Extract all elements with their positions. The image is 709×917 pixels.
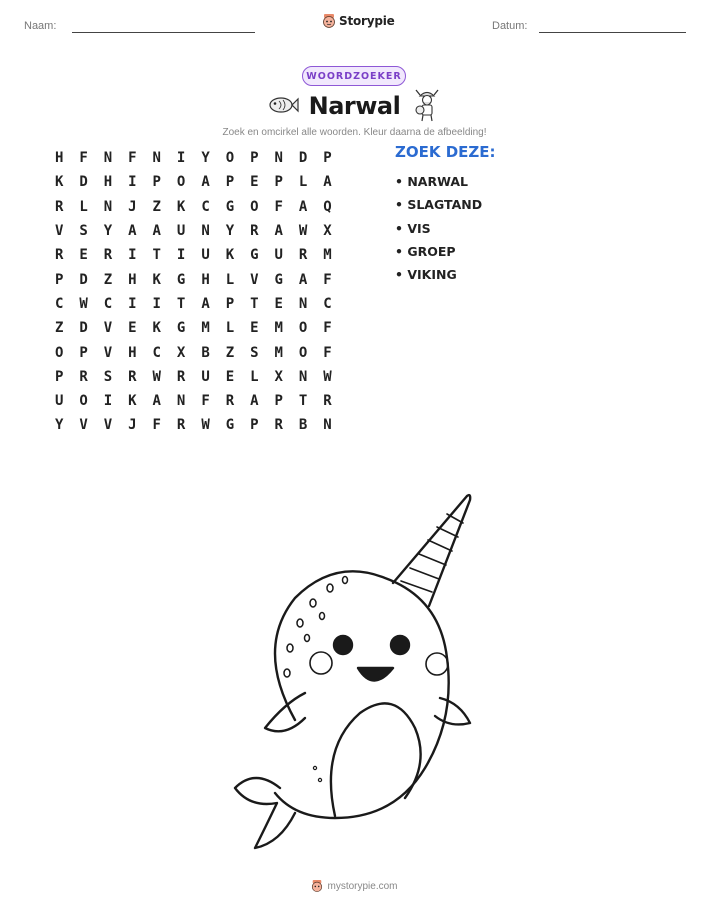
grid-letter[interactable]: R [225,393,235,410]
grid-letter[interactable]: U [176,223,186,240]
grid-letter[interactable]: R [79,368,88,385]
grid-letter[interactable]: C [103,295,113,312]
grid-letter[interactable]: F [201,393,210,410]
word-item: • NARWAL [395,174,468,189]
name-line[interactable] [72,32,255,33]
grid-letter[interactable]: M [201,320,210,337]
grid-letter[interactable]: W [201,417,210,434]
grid-letter[interactable]: J [128,198,137,215]
grid-letter[interactable]: S [103,368,113,385]
grid-letter[interactable]: Z [152,198,161,215]
grid-letter[interactable]: R [54,247,64,264]
grid-letter[interactable]: A [201,295,210,312]
grid-letter[interactable]: E [274,295,283,312]
grid-letter[interactable]: V [79,417,88,434]
date-line[interactable] [539,32,686,33]
instructions: Zoek en omcirkel alle woorden. Kleur daarna de afbeelding! [222,127,487,138]
grid-letter[interactable]: R [250,223,259,240]
grid-letter[interactable]: R [176,368,186,385]
grid-letter[interactable]: R [54,198,64,215]
grid-letter[interactable]: V [103,344,113,361]
grid-letter[interactable]: P [250,150,259,167]
grid-letter[interactable]: N [176,393,186,410]
grid-letter[interactable]: R [176,417,186,434]
page-title: Narwal [308,92,401,120]
brand-name: Storypie [339,14,395,28]
grid-letter[interactable]: P [225,295,235,312]
grid-letter[interactable]: A [274,223,283,240]
grid-letter[interactable]: P [225,174,235,191]
grid-letter[interactable]: O [298,320,308,337]
grid-letter[interactable]: C [201,198,210,215]
grid-letter[interactable]: D [79,320,88,337]
grid-letter[interactable]: A [323,174,332,191]
grid-letter[interactable]: T [152,247,161,264]
grid-letter[interactable]: X [274,368,283,385]
grid-letter[interactable]: L [225,271,235,288]
grid-letter[interactable]: Q [323,198,332,215]
grid-letter[interactable]: U [201,368,210,385]
grid-letter[interactable]: A [298,198,308,215]
grid-letter[interactable]: M [323,247,332,264]
grid-letter[interactable]: W [79,295,88,312]
grid-letter[interactable]: T [250,295,259,312]
grid-letter[interactable]: E [128,320,137,337]
storypie-mascot-icon [322,13,336,29]
grid-letter[interactable]: D [79,271,88,288]
grid-letter[interactable]: N [274,150,283,167]
storypie-mascot-icon [311,879,323,893]
grid-letter[interactable]: K [54,174,64,191]
grid-row [47,195,377,219]
grid-letter[interactable]: I [128,295,137,312]
grid-letter[interactable]: Z [225,344,235,361]
grid-letter[interactable]: I [176,150,186,167]
grid-letter[interactable]: I [128,247,137,264]
grid-letter[interactable]: G [176,320,186,337]
grid-row [47,170,377,194]
grid-letter[interactable]: J [128,417,137,434]
grid-letter[interactable]: Z [54,320,64,337]
grid-letter[interactable]: O [176,174,186,191]
grid-letter[interactable]: Y [225,223,235,240]
grid-letter[interactable]: F [128,150,137,167]
grid-letter[interactable]: O [79,393,88,410]
grid-row [47,389,377,413]
grid-letter[interactable]: M [274,344,283,361]
grid-letter[interactable]: N [152,150,161,167]
grid-letter[interactable]: N [103,198,113,215]
grid-row [47,292,377,316]
grid-letter[interactable]: M [274,320,283,337]
grid-letter[interactable]: P [274,393,283,410]
grid-letter[interactable]: F [274,198,283,215]
grid-letter[interactable]: T [298,393,308,410]
grid-letter[interactable]: F [323,320,332,337]
grid-row [47,316,377,340]
grid-letter[interactable]: N [298,368,308,385]
word-item: • GROEP [395,243,456,259]
grid-letter[interactable]: K [176,198,186,215]
grid-letter[interactable]: A [250,393,259,410]
grid-letter[interactable]: I [176,247,186,264]
grid-letter[interactable]: Z [103,271,113,288]
narwhal-coloring-illustration[interactable] [225,488,485,858]
grid-letter[interactable]: U [54,393,64,410]
grid-letter[interactable]: H [128,344,137,361]
grid-letter[interactable]: I [103,393,113,410]
grid-letter[interactable]: G [274,271,283,288]
grid-letter[interactable]: H [54,150,64,167]
grid-letter[interactable]: R [323,393,332,410]
grid-letter[interactable]: H [128,271,137,288]
grid-letter[interactable]: G [250,247,259,264]
grid-letter[interactable]: F [79,150,88,167]
grid-letter[interactable]: G [225,417,235,434]
word-search-grid[interactable] [47,146,377,438]
name-label: Naam: [24,20,57,32]
date-label: Datum: [492,20,528,32]
grid-letter[interactable]: G [176,271,186,288]
grid-letter[interactable]: A [128,223,137,240]
grid-letter[interactable]: P [250,417,259,434]
grid-letter[interactable]: K [152,271,161,288]
brand-logo [322,13,395,29]
grid-letter[interactable]: A [152,223,161,240]
grid-letter[interactable]: B [298,417,308,434]
grid-letter[interactable]: P [274,174,283,191]
viking-icon [413,88,441,122]
grid-letter[interactable]: Y [54,417,64,434]
grid-letter[interactable]: O [54,344,64,361]
grid-letter[interactable]: W [323,368,332,385]
grid-row [47,413,377,437]
word-item: • SLAGTAND [395,197,483,213]
grid-letter[interactable]: V [103,320,113,337]
grid-letter[interactable]: H [103,174,113,191]
grid-letter[interactable]: S [250,344,259,361]
grid-letter[interactable]: U [201,247,210,264]
grid-letter[interactable]: V [54,223,64,240]
grid-row [47,219,377,243]
grid-row [47,340,377,364]
grid-letter[interactable]: D [79,174,88,191]
grid-letter[interactable]: X [176,344,186,361]
grid-letter[interactable]: O [298,344,308,361]
grid-letter[interactable]: W [152,368,161,385]
word-list [395,170,482,286]
grid-letter[interactable]: I [152,295,161,312]
grid-letter[interactable]: N [103,150,113,167]
grid-letter[interactable]: C [323,295,332,312]
grid-letter[interactable]: K [128,393,137,410]
footer-website[interactable]: mystorypie.com [327,880,398,892]
grid-letter[interactable]: B [201,344,210,361]
grid-letter[interactable]: I [128,174,137,191]
grid-letter[interactable]: A [201,174,210,191]
grid-letter[interactable]: R [128,368,137,385]
grid-letter[interactable]: L [79,198,88,215]
footer [0,879,709,893]
grid-letter[interactable]: F [323,344,332,361]
grid-row [47,365,377,389]
grid-letter[interactable]: O [225,150,235,167]
grid-letter[interactable]: X [323,223,332,240]
grid-letter[interactable]: L [298,174,308,191]
grid-letter[interactable]: C [152,344,161,361]
grid-row [47,146,377,170]
grid-letter[interactable]: P [54,368,64,385]
grid-letter[interactable]: L [250,368,259,385]
grid-letter[interactable]: Y [201,150,210,167]
grid-letter[interactable]: E [250,174,259,191]
grid-letter[interactable]: N [298,295,308,312]
grid-letter[interactable]: E [250,320,259,337]
grid-letter[interactable]: T [176,295,186,312]
grid-letter[interactable]: E [79,247,88,264]
grid-letter[interactable]: V [250,271,259,288]
grid-letter[interactable]: A [152,393,161,410]
grid-row [47,267,377,291]
grid-letter[interactable]: S [79,223,88,240]
word-item: • VIS [395,220,431,236]
grid-letter[interactable]: R [298,247,308,264]
grid-letter[interactable]: R [274,417,283,434]
grid-letter[interactable]: G [225,198,235,215]
worksheet-type-badge: WOORDZOEKER [302,66,406,86]
grid-letter[interactable]: W [298,223,308,240]
grid-letter[interactable]: F [323,271,332,288]
grid-letter[interactable]: N [201,223,210,240]
grid-letter[interactable]: L [225,320,235,337]
grid-row [47,243,377,267]
word-item: • VIKING [395,267,457,283]
grid-letter[interactable]: N [323,417,332,434]
grid-letter[interactable]: K [152,320,161,337]
grid-letter[interactable]: A [298,271,308,288]
grid-letter[interactable]: P [152,174,161,191]
grid-letter[interactable]: E [225,368,235,385]
grid-letter[interactable]: C [54,295,64,312]
grid-letter[interactable]: V [103,417,113,434]
grid-letter[interactable]: Y [103,223,113,240]
grid-letter[interactable]: K [225,247,235,264]
grid-letter[interactable]: D [298,150,308,167]
grid-letter[interactable]: U [274,247,283,264]
grid-letter[interactable]: P [79,344,88,361]
grid-letter[interactable]: P [54,271,64,288]
grid-letter[interactable]: O [250,198,259,215]
grid-letter[interactable]: R [103,247,113,264]
word-list-heading: ZOEK DEZE: [395,143,496,161]
grid-letter[interactable]: P [323,150,332,167]
grid-letter[interactable]: F [152,417,161,434]
grid-letter[interactable]: H [201,271,210,288]
